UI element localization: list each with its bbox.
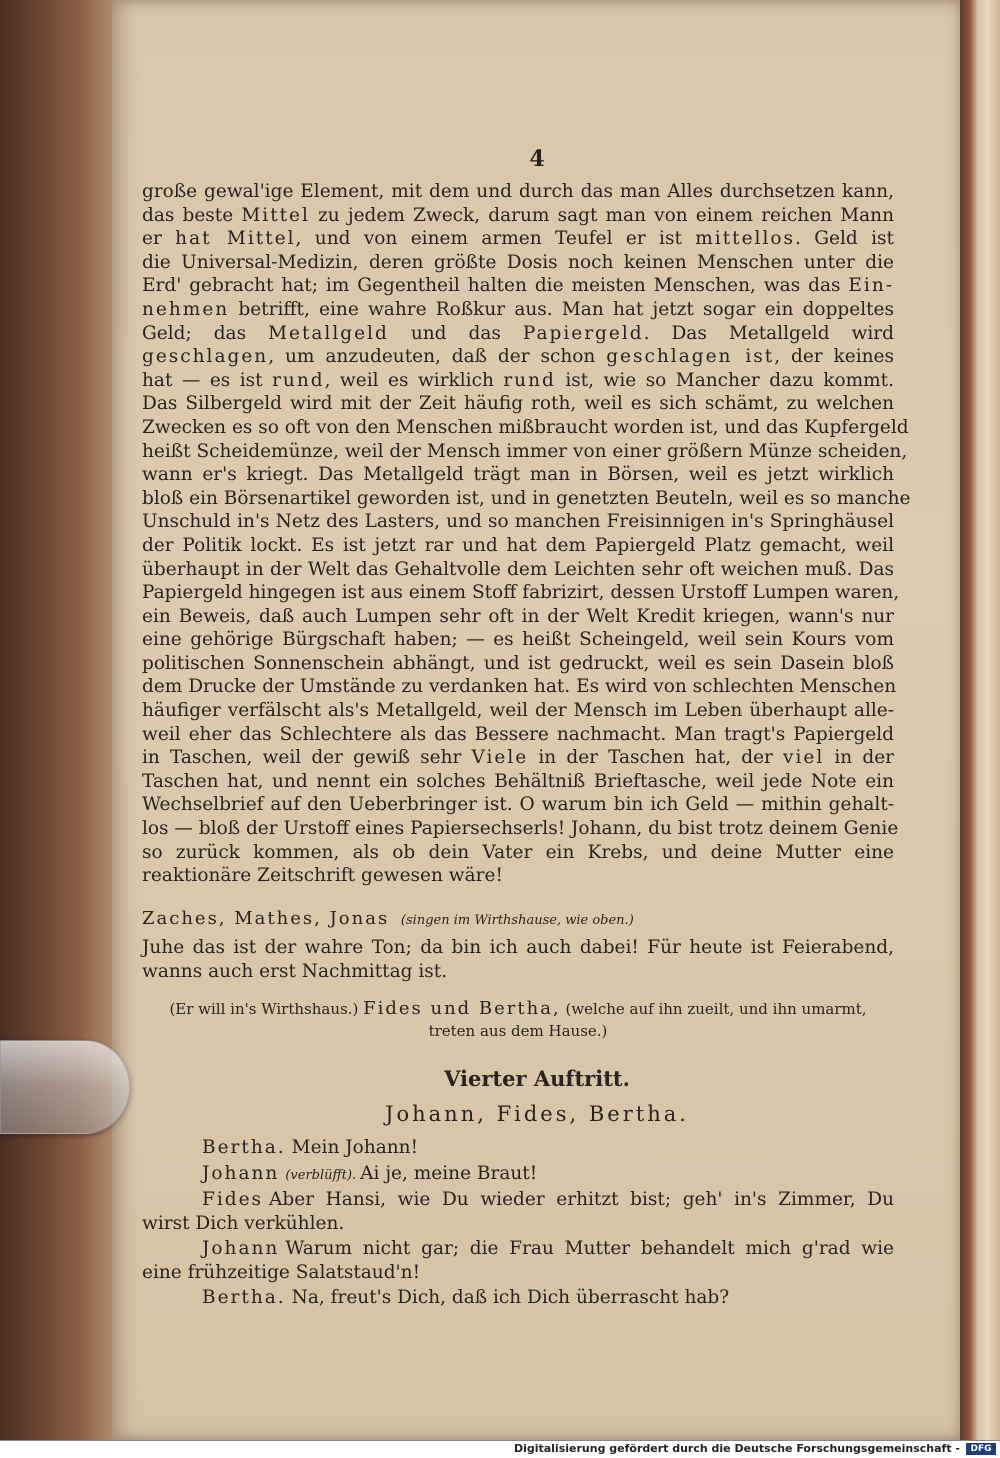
dialogue-line [142,1188,894,1235]
body-line: politischen Sonnenschein abhängt, und ist gedruckt, weil es sein Dasein bloß [142,652,894,674]
spaced-emphasis: geschlagen [142,346,269,368]
dfg-logo: DFG [966,1443,996,1455]
dialogue-line [142,1162,894,1188]
body-line: Unschuld in's Netz des Lasters, und so manchen Freisinnigen in's Springhäusel [142,511,894,533]
spaced-emphasis: rund [272,369,325,391]
stage-direction-line [142,998,894,1020]
body-line: Taschen hat, und nennt ein solches Behältniß Brieftasche, weil jede Note ein [142,770,894,792]
glass-clip-holder [0,1040,130,1134]
johann-speech [142,936,894,983]
speech-line: Juhe das ist der wahre Ton; da bin ich auch dabei! Für heute ist Feierabend, [142,937,894,958]
body-line: Erd' gebracht hat; im Gegentheil halten die meisten Menschen, was das Ein- [142,275,894,297]
spaced-emphasis: viel [783,747,825,769]
dialogue-line [142,1136,894,1160]
body-line: Zwecken es so oft von den Menschen mißbraucht worden ist, und das Kupfergeld [142,416,909,438]
body-line: geschlagen, um anzudeuten, daß der schon geschlagen ist, der keines [142,346,894,368]
dialogue-continuation: eine frühzeitige Salatstaud'n! [142,1261,420,1283]
cast-names: Zaches, Mathes, Jonas [142,908,390,929]
stage-direction-before: (Er will in's Wirthshaus.) [169,1000,359,1018]
body-line: hat — es ist rund, weil es wirklich rund ist, wie so Mancher dazu kommt. [142,369,894,391]
body-line: so zurück kommen, als ob dein Vater ein Krebs, und deine Mutter eine [142,841,894,863]
stage-direction-line-2: treten aus dem Hause.) [428,1022,608,1040]
body-line: nehmen betrifft, eine wahre Roßkur aus. Man hat jetzt sogar ein doppeltes [142,298,894,320]
dialogue-first-line: Johann (verblüfft). Ai je, meine Braut! [202,1163,538,1184]
scan-background-right [960,0,1000,1440]
spaced-emphasis: rund [503,369,556,391]
spaced-emphasis: Ein- [848,275,894,297]
body-line: Das Silbergeld wird mit der Zeit häufig roth, weil es sich schämt, zu welchen [142,393,894,415]
speech-line: wanns auch erst Nachmittag ist. [142,960,448,982]
body-line: überhaupt in der Welt das Gehaltvolle dem Leichten sehr oft weichen muß. Das [142,558,894,580]
body-line: weil eher das Schlechtere als das Bessere nachmacht. Man tragt's Papiergeld [142,723,894,745]
spaced-emphasis: geschlagen ist [606,346,775,368]
body-line: in Taschen, weil der gewiß sehr Viele in der Taschen hat, der viel in der [142,747,894,769]
body-line: häufiger verfälscht als's Metallgeld, weil der Mensch im Leben überhaupt alle- [142,700,894,722]
body-line: das beste Mittel zu jedem Zweck, darum sagt man von einem reichen Mann [142,204,894,226]
stage-direction-after: (welche auf ihn zueilt, und ihn umarmt, [565,1000,867,1018]
body-line: wann er's kriegt. Das Metallgeld trägt man in Börsen, weil es jetzt wirklich [142,464,894,486]
stage-direction [142,998,894,1042]
body-line: große gewal'ige Element, mit dem und durch das man Alles durchsetzen kann, [142,181,894,202]
dialogue-first-line: Bertha. Mein Johann! [202,1137,419,1158]
body-line: eine gehörige Bürgschaft haben; — es heißt Scheingeld, weil sein Kours vom [142,629,894,651]
dialogue-first-line: Bertha. Na, freut's Dich, daß ich Dich überrascht hab? [202,1287,730,1308]
body-line: dem Drucke der Umstände zu verdanken hat. Es wird von schlechten Menschen [142,676,897,698]
cast-direction: (singen im Wirthshause, wie oben.) [400,913,634,928]
spaced-emphasis: Papiergeld [522,322,644,344]
dialogue-line [142,1237,894,1284]
speaker-name: Johann [202,1238,280,1259]
speaker-name: Johann [202,1163,280,1184]
body-line: er hat Mittel, und von einem armen Teufel er ist mittellos. Geld ist [142,228,894,250]
dialogue-line [142,1286,894,1310]
spaced-emphasis: mittellos [695,228,796,250]
body-line: ein Beweis, daß auch Lumpen sehr oft in der Welt Kredit kriegen, wann's nur [142,605,894,627]
speaker-name: Bertha. [202,1137,286,1158]
spaced-emphasis: nehmen [142,298,230,320]
stage-direction-names: Fides und Bertha, [363,998,561,1019]
scene-cast: Johann, Fides, Bertha. [385,1102,689,1126]
spaced-emphasis: Mittel [241,204,310,226]
spaced-emphasis: Viele [471,747,529,769]
cast-line [142,908,894,929]
body-line: bloß ein Börsenartikel geworden ist, und in genetzten Beuteln, weil es so manche [142,487,911,509]
spaced-emphasis: hat Mittel [175,228,296,250]
speaker-name: Bertha. [202,1287,286,1308]
dialogue-continuation: wirst Dich verkühlen. [142,1212,345,1234]
body-line: reaktionäre Zeitschrift gewesen wäre! [142,865,503,887]
stage-note: (verblüfft). [285,1168,357,1183]
body-line: die Universal-Medizin, deren größte Dosis noch keinen Menschen unter die [142,251,894,273]
spaced-emphasis: Metallgeld [268,322,389,344]
book-page [112,0,962,1440]
body-line: heißt Scheidemünze, weil der Mensch immer von einer größern Münze scheiden, [142,440,908,462]
body-line: der Politik lockt. Es ist jetzt rar und hat dem Papiergeld Platz gemacht, weil [142,534,894,556]
dialogue-first-line: Johann Warum nicht gar; die Frau Mutter behandelt mich g'rad wie [202,1238,894,1259]
scan-background-left [0,0,112,1440]
footer-bar [0,1440,1000,1458]
body-line: Wechselbrief auf den Ueberbringer ist. O warum bin ich Geld — mithin gehalt- [142,794,894,816]
dialogue-first-line: Fides Aber Hansi, wie Du wieder erhitzt bist; geh' in's Zimmer, Du [202,1189,894,1210]
page-number: 4 [529,146,545,172]
monologue-text [142,180,911,888]
speaker-name: Fides [202,1189,264,1210]
body-line: los — bloß der Urstoff eines Papiersechserls! Johann, du bist trotz deinem Genie [142,818,899,840]
scene-heading: Vierter Auftritt. [444,1066,630,1091]
footer-credit: Digitalisierung gefördert durch die Deutsche Forschungsgemeinschaft - [513,1442,960,1455]
body-line: Geld; das Metallgeld und das Papiergeld. Das Metallgeld wird [142,322,894,344]
body-line: Papiergeld hingegen ist aus einem Stoff fabrizirt, dessen Urstoff Lumpen waren, [142,582,900,604]
